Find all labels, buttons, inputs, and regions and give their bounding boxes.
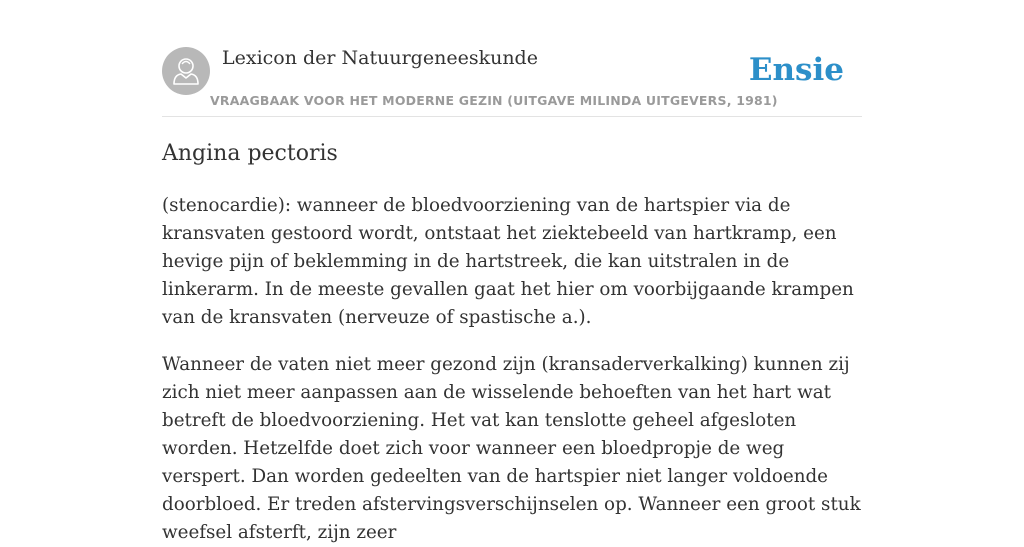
- source-subtitle: VRAAGBAAK VOOR HET MODERNE GEZIN (UITGAVE MILINDA UITGEVERS, 1981): [210, 93, 778, 108]
- entry-article: [162, 138, 866, 547]
- user-icon: [162, 47, 210, 95]
- brand-logo[interactable]: Ensie: [748, 52, 844, 88]
- entry-title: Angina pectoris: [162, 141, 338, 166]
- source-title[interactable]: Lexicon der Natuurgeneeskunde: [222, 47, 538, 69]
- source-header: [162, 46, 862, 117]
- avatar[interactable]: [162, 47, 210, 95]
- entry-paragraph: (stenocardie): wanneer de bloedvoorziening van de hartspier via de kransvaten gestoord wordt, ontstaat het ziektebeeld van hartkramp, een hevige pijn of beklemming in de hartstreek, die kan uitstralen in de linkerarm. In de meeste gevallen gaat het hier om voorbijgaande krampen van de kransvaten (nerveuze of spastische a.).: [162, 195, 854, 328]
- entry-paragraph: Wanneer de vaten niet meer gezond zijn (kransaderverkalking) kunnen zij zich niet meer aanpassen aan de wisselende behoeften van het hart wat betreft de bloedvoorziening. Het vat kan tenslotte geheel afgesloten worden. Hetzelfde doet zich voor wanneer een bloedpropje de weg verspert. Dan worden gedeelten van de hartspier niet langer voldoende doorbloed. Er treden afstervingsverschijnselen op. Wanneer een groot stuk weefsel afsterft, zijn zeer: [162, 354, 861, 543]
